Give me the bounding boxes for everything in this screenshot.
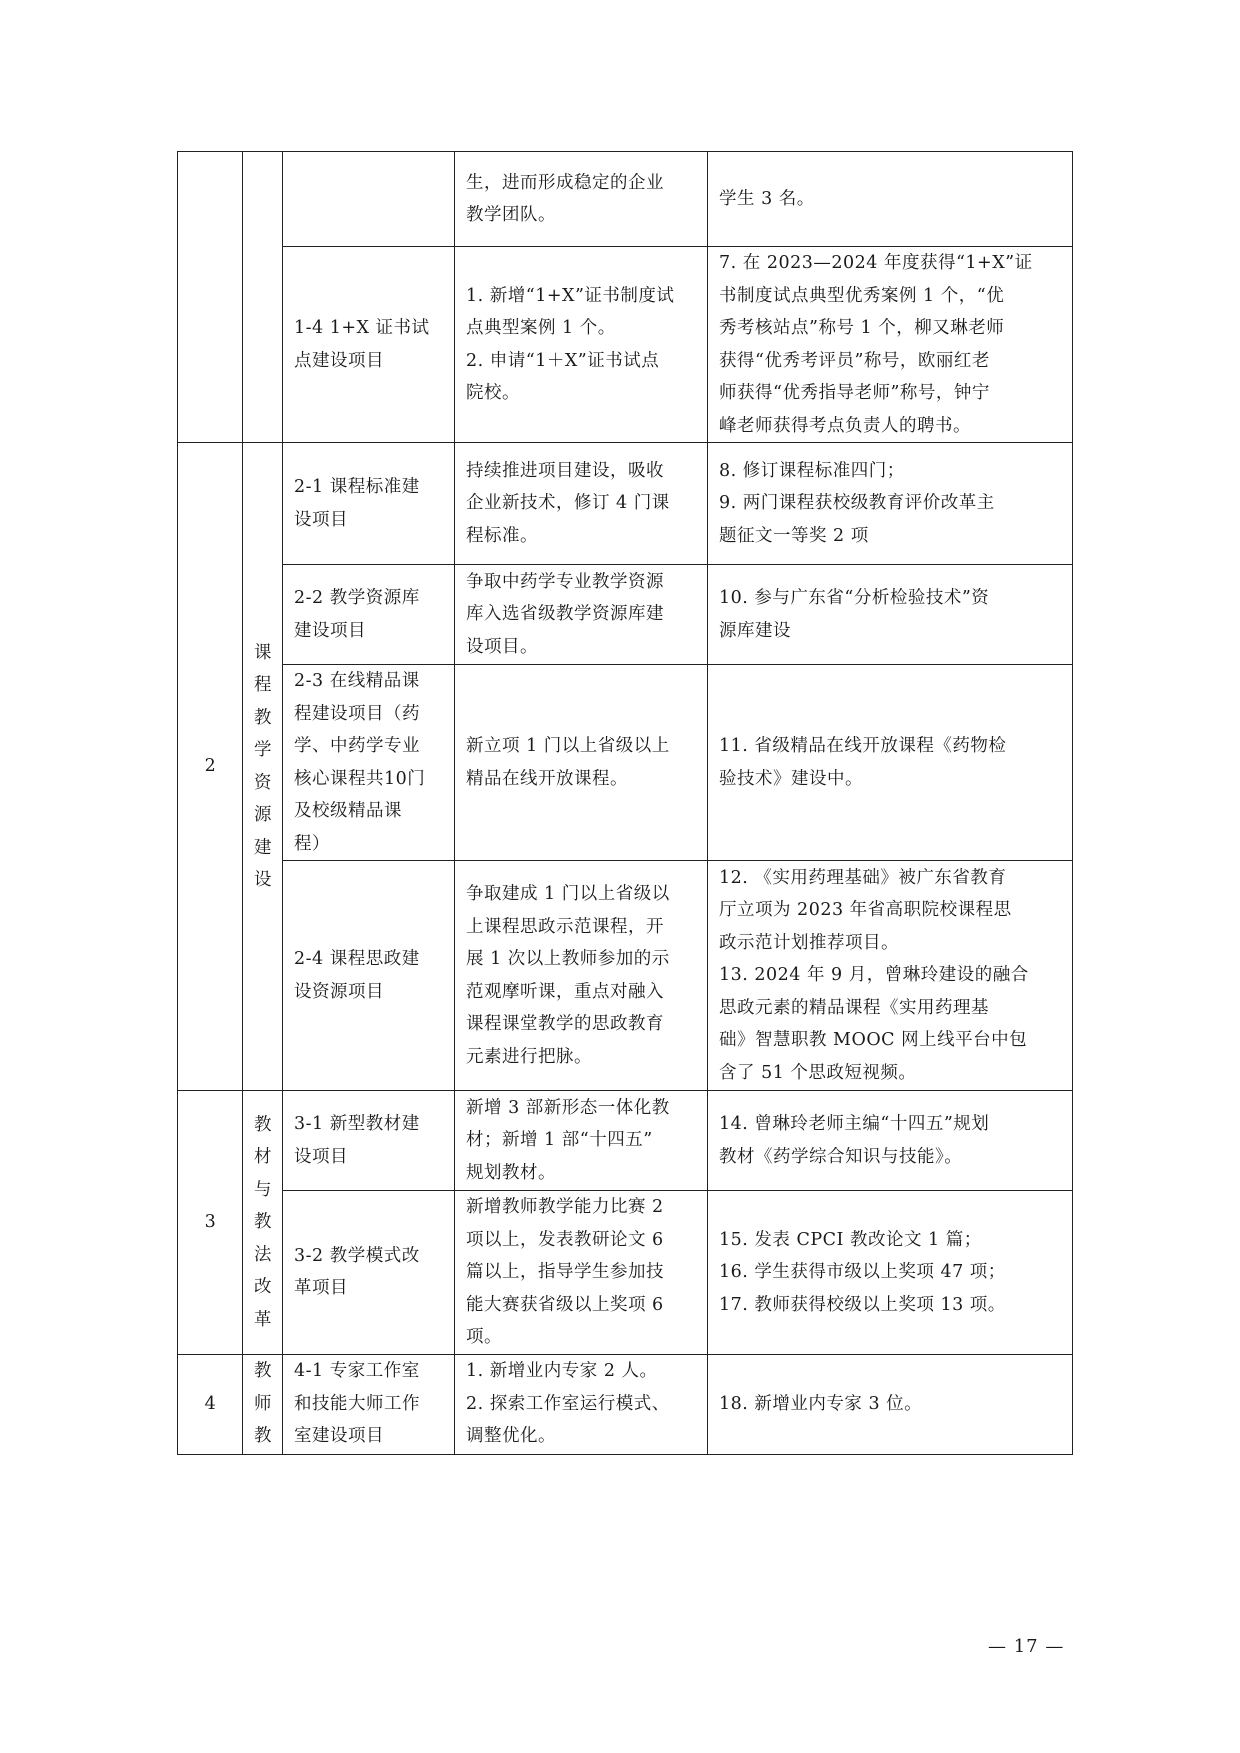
table-row xyxy=(178,443,1073,565)
text-line: 设项目。 xyxy=(466,636,538,657)
text-line: 项以上，发表教研论文 6 xyxy=(466,1229,664,1250)
text-line: 新增教师教学能力比赛 2 xyxy=(466,1197,664,1217)
text-line: 室建设项目 xyxy=(294,1426,384,1447)
text-line: 2-3 在线精品课 xyxy=(294,671,420,691)
text-line: 含了 51 个思政短视频。 xyxy=(719,1062,917,1083)
text-line: 生，进而形成稳定的企业 xyxy=(466,172,664,193)
item-number-cell xyxy=(178,1091,243,1355)
category-char: 革 xyxy=(254,1309,272,1330)
result-cell xyxy=(708,861,1073,1091)
text-line: 元素进行把脉。 xyxy=(466,1046,592,1067)
text-line: 1-4 1+X 证书试 xyxy=(294,318,430,338)
text-line: 13. 2024 年 9 月，曾琳玲建设的融合 xyxy=(719,965,1029,986)
result-cell xyxy=(708,665,1073,861)
table-row xyxy=(178,565,1073,665)
table-row xyxy=(178,1191,1073,1355)
category-char: 材 xyxy=(254,1147,272,1167)
item-number: 2 xyxy=(204,756,217,777)
text-line: 11. 省级精品在线开放课程《药物检 xyxy=(719,736,1007,756)
target-cell xyxy=(455,665,708,861)
text-line: 精品在线开放课程。 xyxy=(466,768,628,789)
text-line: 题征文一等奖 2 项 xyxy=(719,525,869,546)
text-line: 争取建成 1 门以上省级以 xyxy=(466,884,670,904)
text-line: 18. 新增业内专家 3 位。 xyxy=(719,1393,923,1414)
target-cell xyxy=(455,565,708,665)
target-cell xyxy=(455,1191,708,1355)
project-cell xyxy=(283,152,455,247)
text-line: 新立项 1 门以上省级以上 xyxy=(466,736,670,756)
text-line: 获得“优秀考评员”称号，欧丽红老 xyxy=(719,350,990,371)
target-cell xyxy=(455,152,708,247)
category-char: 课 xyxy=(254,642,272,663)
item-number-cell xyxy=(178,443,243,1091)
result-cell xyxy=(708,152,1073,247)
text-line: 4-1 专家工作室 xyxy=(294,1361,420,1382)
category-char: 法 xyxy=(254,1244,272,1265)
text-line: 和技能大师工作 xyxy=(294,1393,420,1414)
text-line: 15. 发表 CPCI 教改论文 1 篇； xyxy=(719,1229,982,1250)
text-line: 政示范计划推荐项目。 xyxy=(719,932,899,953)
category-cell xyxy=(243,443,283,1091)
text-line: 峰老师获得考点负责人的聘书。 xyxy=(719,415,971,436)
text-line: 1. 新增业内专家 2 人。 xyxy=(466,1361,658,1382)
text-line: 14. 曾琳玲老师主编“十四五”规划 xyxy=(719,1114,990,1134)
text-line: 革项目 xyxy=(294,1278,348,1299)
text-line: 院校。 xyxy=(466,383,520,403)
result-cell xyxy=(708,1091,1073,1191)
result-cell xyxy=(708,1354,1073,1454)
text-line: 秀考核站点”称号 1 个，柳又琳老师 xyxy=(719,318,1005,338)
target-cell xyxy=(455,1091,708,1191)
text-line: 新增 3 部新形态一体化教 xyxy=(466,1097,670,1118)
table-row xyxy=(178,247,1073,443)
project-cell xyxy=(283,247,455,443)
category-char: 程 xyxy=(254,675,272,695)
project-cell xyxy=(283,665,455,861)
text-line: 及校级精品课 xyxy=(294,801,402,821)
text-line: 库入选省级教学资源库建 xyxy=(466,604,664,625)
text-line: 师获得“优秀指导老师”称号，钟宁 xyxy=(719,383,990,403)
text-line: 2-2 教学资源库 xyxy=(294,588,420,608)
text-line: 1. 新增“1+X”证书制度试 xyxy=(466,285,675,306)
table-row xyxy=(178,152,1073,247)
category-char: 学 xyxy=(254,740,272,760)
text-line: 验技术》建设中。 xyxy=(719,768,863,789)
project-cell xyxy=(283,1091,455,1191)
text-line: 程建设项目（药 xyxy=(294,703,420,724)
text-line: 项。 xyxy=(466,1327,502,1347)
text-line: 课程课堂教学的思政教育 xyxy=(466,1014,664,1034)
text-line: 源库建设 xyxy=(719,620,791,641)
text-line: 调整优化。 xyxy=(466,1426,556,1447)
text-line: 7. 在 2023—2024 年度获得“1+X”证 xyxy=(719,253,1033,273)
text-line: 8. 修订课程标准四门； xyxy=(719,460,905,481)
category-char: 教 xyxy=(254,1426,272,1447)
text-line: 2-4 课程思政建 xyxy=(294,949,420,969)
text-line: 书制度试点典型优秀案例 1 个，“优 xyxy=(719,285,1005,306)
category-cell xyxy=(243,1091,283,1355)
text-line: 设项目 xyxy=(294,1146,348,1167)
target-cell xyxy=(455,443,708,565)
text-line: 建设项目 xyxy=(294,620,366,641)
page-number: — 17 — xyxy=(988,1636,1065,1657)
text-line: 础》智慧职教 MOOC 网上线平台中包 xyxy=(719,1030,1028,1051)
text-line: 16. 学生获得市级以上奖项 47 项； xyxy=(719,1262,1006,1282)
text-line: 9. 两门课程获校级教育评价改革主 xyxy=(719,493,995,514)
result-cell xyxy=(708,247,1073,443)
text-line: 学生 3 名。 xyxy=(719,188,815,209)
text-line: 范观摩听课，重点对融入 xyxy=(466,981,664,1002)
project-table xyxy=(177,151,1073,1455)
category-char: 教 xyxy=(254,1114,272,1135)
category-char: 设 xyxy=(254,870,272,890)
project-cell xyxy=(283,861,455,1091)
text-line: 思政元素的精品课程《实用药理基 xyxy=(719,997,989,1018)
text-line: 上课程思政示范课程，开 xyxy=(466,916,664,937)
text-line: 17. 教师获得校级以上奖项 13 项。 xyxy=(719,1294,1006,1315)
text-line: 程标准。 xyxy=(466,525,538,546)
text-line: 3-2 教学模式改 xyxy=(294,1245,420,1266)
category-char: 改 xyxy=(254,1277,272,1297)
item-number: 3 xyxy=(204,1212,217,1232)
text-line: 程） xyxy=(294,833,330,854)
text-line: 12. 《实用药理基础》被广东省教育 xyxy=(719,867,1007,888)
target-cell xyxy=(455,247,708,443)
category-char: 资 xyxy=(254,772,272,793)
text-line: 争取中药学专业教学资源 xyxy=(466,571,664,592)
result-cell xyxy=(708,565,1073,665)
text-line: 能大赛获省级以上奖项 6 xyxy=(466,1294,664,1315)
category-char: 教 xyxy=(254,1361,272,1382)
project-cell xyxy=(283,565,455,665)
text-line: 厅立项为 2023 年省高职院校课程思 xyxy=(719,900,1012,921)
text-line: 材；新增 1 部“十四五” xyxy=(466,1130,653,1151)
text-line: 规划教材。 xyxy=(466,1162,556,1183)
category-char: 源 xyxy=(254,805,272,825)
item-number-cell xyxy=(178,1354,243,1454)
text-line: 点建设项目 xyxy=(294,350,384,371)
text-line: 3-1 新型教材建 xyxy=(294,1114,420,1134)
category-cell xyxy=(243,152,283,443)
text-line: 2. 申请“1＋X”证书试点 xyxy=(466,350,660,371)
text-line: 设项目 xyxy=(294,509,348,530)
text-line: 2-1 课程标准建 xyxy=(294,477,420,497)
category-char: 建 xyxy=(254,837,272,858)
text-line: 持续推进项目建设，吸收 xyxy=(466,460,664,481)
text-line: 10. 参与广东省“分析检验技术”资 xyxy=(719,588,990,608)
text-line: 设资源项目 xyxy=(294,981,384,1002)
target-cell xyxy=(455,1354,708,1454)
category-char: 师 xyxy=(254,1393,272,1414)
target-cell xyxy=(455,861,708,1091)
item-number: 4 xyxy=(204,1393,217,1414)
text-line: 核心课程共10门 xyxy=(294,768,426,789)
text-line: 点典型案例 1 个。 xyxy=(466,318,616,338)
project-cell xyxy=(283,1354,455,1454)
text-line: 教学团队。 xyxy=(466,205,556,225)
text-line: 2. 探索工作室运行模式、 xyxy=(466,1393,670,1414)
category-char: 教 xyxy=(254,1212,272,1232)
project-cell xyxy=(283,443,455,565)
table-row xyxy=(178,861,1073,1091)
text-line: 学、中药学专业 xyxy=(294,736,420,756)
category-char: 与 xyxy=(254,1179,272,1200)
result-cell xyxy=(708,443,1073,565)
project-cell xyxy=(283,1191,455,1355)
text-line: 教材《药学综合知识与技能》。 xyxy=(719,1146,963,1167)
table-row xyxy=(178,665,1073,861)
table-row xyxy=(178,1091,1073,1191)
item-number-cell xyxy=(178,152,243,443)
text-line: 展 1 次以上教师参加的示 xyxy=(466,949,670,969)
text-line: 企业新技术，修订 4 门课 xyxy=(466,493,670,514)
text-line: 篇以上，指导学生参加技 xyxy=(466,1262,664,1282)
category-cell xyxy=(243,1354,283,1454)
category-char: 教 xyxy=(254,707,272,728)
table-row xyxy=(178,1354,1073,1454)
result-cell xyxy=(708,1191,1073,1355)
